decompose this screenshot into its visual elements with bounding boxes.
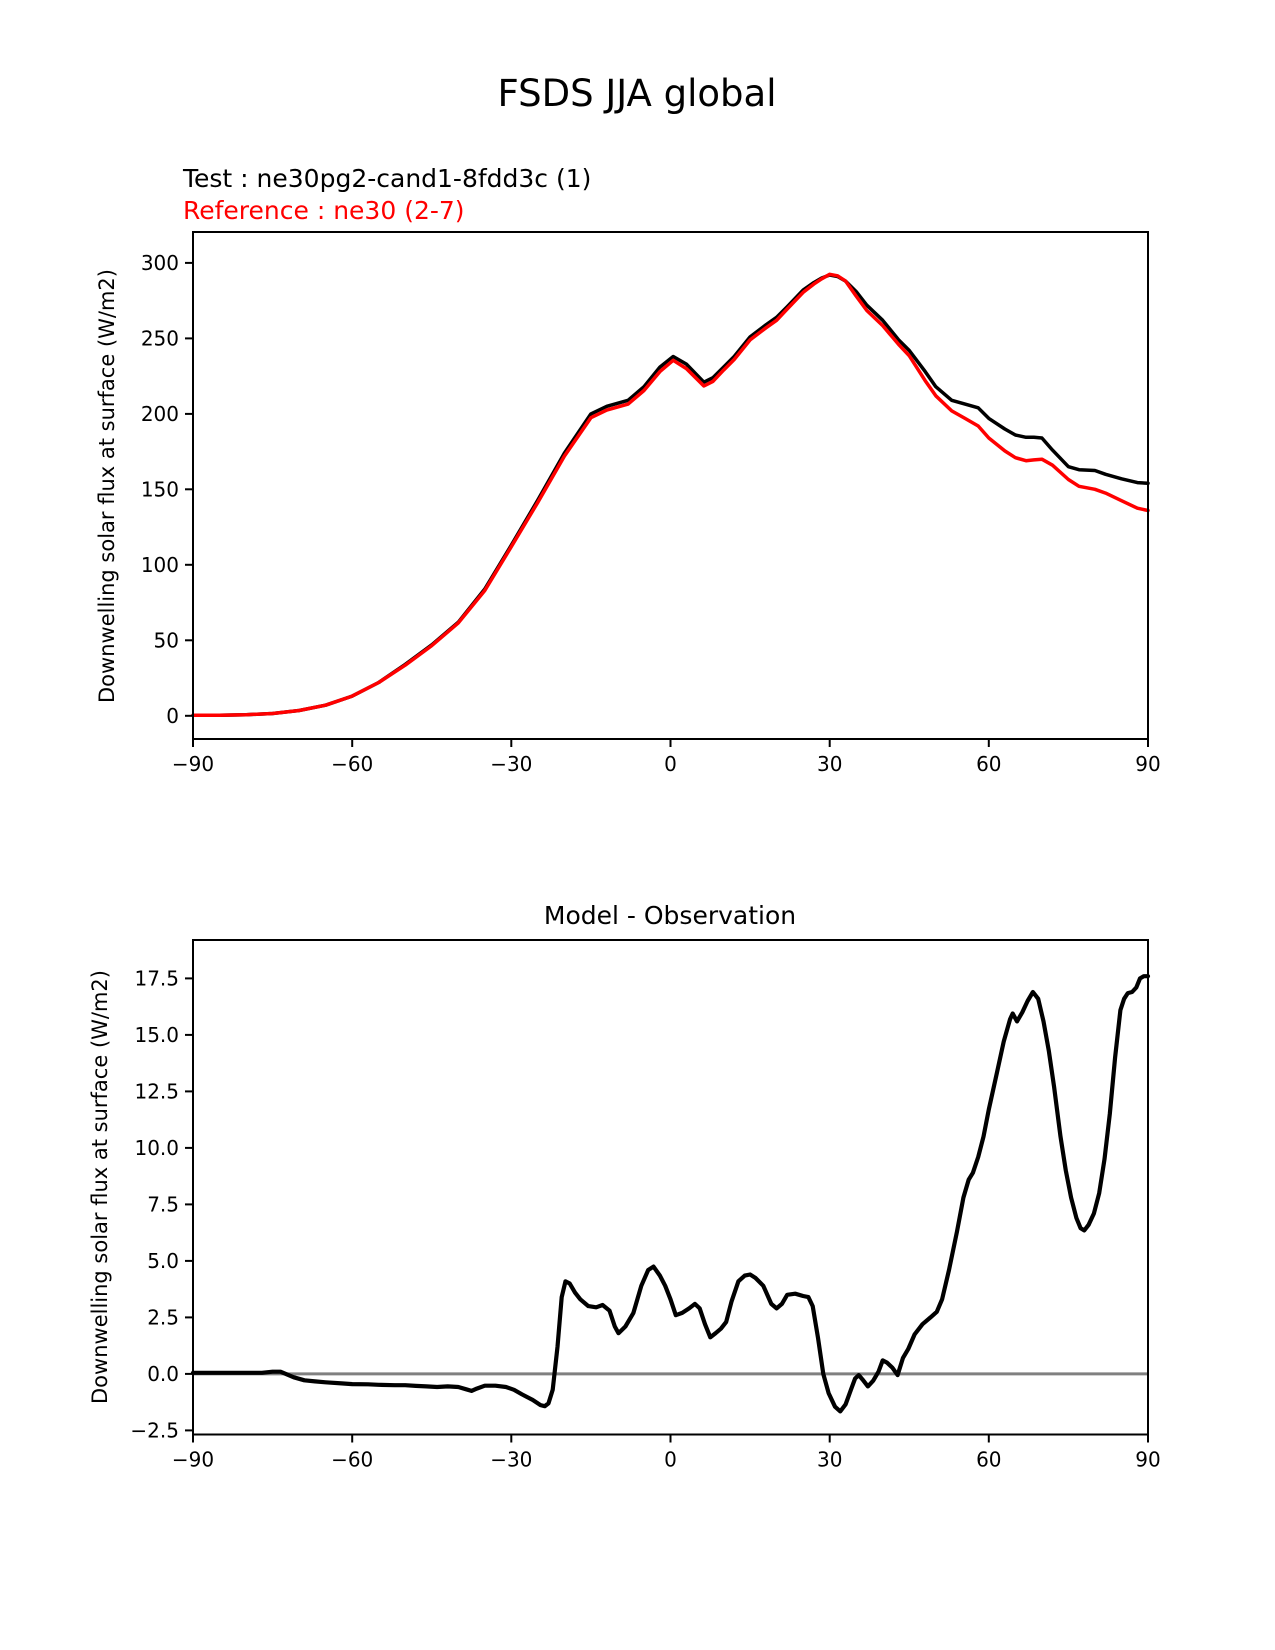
x-tick-label: 90	[1135, 752, 1161, 776]
bottom-chart-title: Model - Observation	[543, 901, 797, 930]
x-tick-label: 30	[816, 1447, 843, 1472]
x-tick-label: 0	[664, 1447, 677, 1472]
y-tick-label: 7.5	[147, 1192, 179, 1217]
x-tick-label: −60	[331, 752, 374, 776]
y-tick-label: 0	[166, 703, 179, 728]
y-tick-label: 50	[153, 628, 179, 653]
x-tick-label: 60	[976, 1447, 1002, 1472]
y-tick-label: −2.5	[130, 1418, 179, 1443]
legend-reference-label: Reference : ne30 (2-7)	[183, 196, 465, 225]
legend-test-label: Test : ne30pg2-cand1-8fdd3c (1)	[183, 164, 592, 193]
y-tick-label: 100	[140, 552, 179, 577]
x-tick-label: −30	[490, 1447, 533, 1472]
y-tick-label: 0.0	[147, 1361, 179, 1386]
bottom-chart	[130, 940, 1160, 1472]
y-tick-label: 5.0	[147, 1248, 179, 1273]
y-tick-label: 200	[140, 401, 179, 426]
x-tick-label: −30	[490, 752, 533, 776]
model-minus-observation-line	[193, 976, 1148, 1411]
x-tick-label: −60	[331, 1447, 374, 1472]
y-tick-label: 150	[140, 477, 179, 502]
x-tick-label: −90	[171, 1447, 215, 1472]
y-tick-label: 250	[140, 326, 179, 351]
x-tick-label: 90	[1135, 1447, 1161, 1472]
x-tick-label: 30	[816, 752, 843, 776]
bottom-chart-ylabel: Downwelling solar flux at surface (W/m2)	[88, 970, 112, 1404]
x-tick-label: 0	[664, 752, 677, 776]
x-tick-label: 60	[976, 752, 1002, 776]
top-chart	[141, 232, 1161, 776]
top-chart-ylabel: Downwelling solar flux at surface (W/m2)	[95, 269, 119, 703]
x-tick-label: −90	[171, 752, 215, 776]
y-tick-label: 15.0	[134, 1022, 179, 1047]
bottom-chart-spines	[193, 940, 1148, 1435]
y-tick-label: 17.5	[134, 966, 179, 991]
figure-title: FSDS JJA global	[497, 72, 777, 115]
y-tick-label: 300	[140, 250, 179, 275]
reference-line	[193, 274, 1148, 715]
test-line	[193, 275, 1148, 715]
y-tick-label: 12.5	[134, 1079, 179, 1104]
y-tick-label: 2.5	[147, 1305, 179, 1330]
top-chart-spines	[193, 232, 1148, 739]
y-tick-label: 10.0	[134, 1135, 179, 1160]
